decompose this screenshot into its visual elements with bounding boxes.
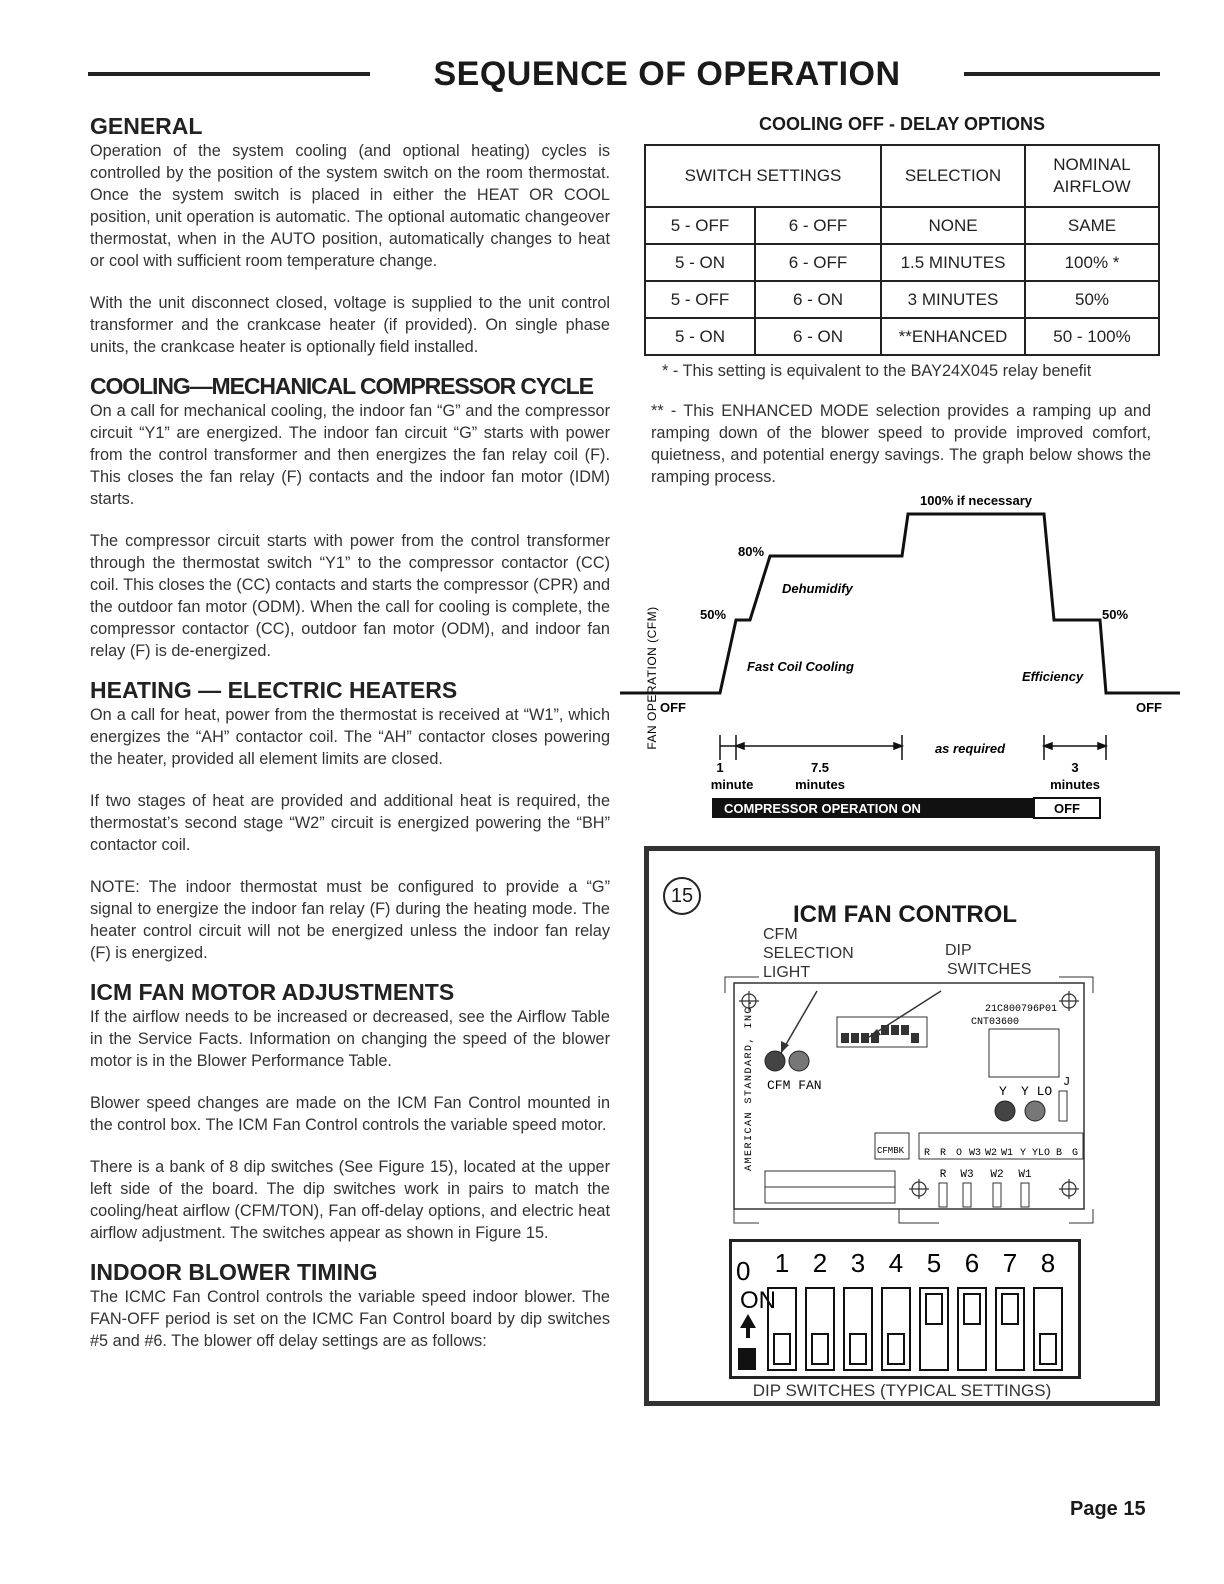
delay-table-title: COOLING OFF - DELAY OPTIONS xyxy=(758,114,1046,134)
dip-number-3: 3 xyxy=(850,1248,866,1278)
cell-airflow: 100% * xyxy=(1025,244,1159,281)
cooling-heading: COOLING—MECHANICAL COMPRESSOR CYCLE xyxy=(90,373,593,399)
dip-switch-3[interactable] xyxy=(844,1288,872,1370)
heating-note: NOTE: The indoor thermostat must be configured to provide a “G” signal to energize the indoor fan relay (F) during the heating mode. The heater control circuit will not be energized unless the indoor fan relay (F) is energized. xyxy=(90,878,610,962)
label-selection: SELECTION xyxy=(763,945,854,962)
table-header-row xyxy=(645,145,1159,207)
cooling-paragraph-1: On a call for mechanical cooling, the indoor fan “G” and the compressor circuit “Y1” are energized. The indoor fan circuit “G” starts with power from the control transformer and then energizes the fan relay coil (F). This closes the fan relay (F) contacts and the indoor fan motor (IDM) starts. xyxy=(90,402,610,508)
svg-text:G: G xyxy=(1071,1148,1079,1159)
table-row xyxy=(645,207,1159,244)
svg-text:R: R xyxy=(939,1148,947,1159)
graph-time-1: 1 xyxy=(716,760,724,775)
label-cfm-fan: CFM FAN xyxy=(767,1078,822,1093)
cell-airflow: SAME xyxy=(1025,207,1159,244)
fan-ramp-line xyxy=(620,514,1180,693)
header-nominal-airflow: NOMINAL AIRFLOW xyxy=(1025,145,1159,207)
left-column xyxy=(90,112,610,1352)
graph-label-80: 80% xyxy=(738,544,765,559)
compressor-on-label: COMPRESSOR OPERATION ON xyxy=(724,801,921,816)
figure-caption: DIP SWITCHES (TYPICAL SETTINGS) xyxy=(752,1381,1052,1400)
heating-heading: HEATING — ELECTRIC HEATERS xyxy=(90,677,458,703)
svg-text:W1: W1 xyxy=(1018,1169,1032,1181)
cell-airflow: 50 - 100% xyxy=(1025,318,1159,355)
svg-text:W1: W1 xyxy=(1000,1148,1014,1159)
table-row xyxy=(645,281,1159,318)
dip-switch-knob-3 xyxy=(850,1334,866,1364)
graph-label-off-left: OFF xyxy=(660,700,686,715)
compressor-off-label: OFF xyxy=(1054,801,1080,816)
svg-text:R: R xyxy=(939,1169,947,1181)
dip-number-5: 5 xyxy=(926,1248,942,1278)
graph-label-fast-coil: Fast Coil Cooling xyxy=(747,659,854,674)
graph-as-required: as required xyxy=(934,741,1006,756)
header-switch-settings: SWITCH SETTINGS xyxy=(645,145,881,207)
dip-switch-knob-1 xyxy=(774,1334,790,1364)
dip-switch-knob-7 xyxy=(1002,1294,1018,1324)
svg-text:O: O xyxy=(955,1148,963,1159)
label-cfm: CFM xyxy=(763,926,798,943)
table-row xyxy=(645,244,1159,281)
graph-time-2-unit: minutes xyxy=(795,777,845,792)
fan-ramp-graph xyxy=(620,488,1180,828)
cell-switch6: 6 - OFF xyxy=(755,207,881,244)
graph-time-2: 7.5 xyxy=(810,760,830,775)
dip-switch-5[interactable] xyxy=(920,1288,948,1370)
title-rule-left xyxy=(88,72,370,76)
figure-number: 15 xyxy=(663,877,701,915)
graph-y-axis-label: FAN OPERATION (CFM) xyxy=(645,606,659,750)
heating-paragraph-1: On a call for heat, power from the thermostat is received at “W1”, which energizes the “AH” contactor coil. The “AH” contactor closes powering the heater, provided all element limits are closed. xyxy=(90,706,610,768)
graph-label-dehumidify: Dehumidify xyxy=(782,581,853,596)
label-light: LIGHT xyxy=(763,964,811,981)
dip-switch-8[interactable] xyxy=(1034,1288,1062,1370)
page-title: SEQUENCE OF OPERATION xyxy=(433,55,901,93)
graph-label-efficiency: Efficiency xyxy=(1022,669,1084,684)
icm-paragraph-3: There is a bank of 8 dip switches (See Figure 15), located at the upper left side of the board. The dip switches work in pairs to match the cooling/heat airflow (CFM/TON), Fan off-delay options, and electric heat airflow adjustment. The switches appear as shown in Figure 15. xyxy=(90,1158,610,1242)
cell-switch6: 6 - ON xyxy=(755,318,881,355)
label-cfmbk: CFMBK xyxy=(877,1146,905,1156)
general-heading: GENERAL xyxy=(90,113,203,139)
dip-switch-4[interactable] xyxy=(882,1288,910,1370)
label-y: Y xyxy=(999,1084,1007,1099)
cell-selection: NONE xyxy=(881,207,1025,244)
cell-switch5: 5 - OFF xyxy=(645,281,755,318)
cell-airflow: 50% xyxy=(1025,281,1159,318)
control-board xyxy=(719,971,1099,1231)
dip-switch-knob-6 xyxy=(964,1294,980,1324)
graph-time-1-unit: minute xyxy=(710,777,754,792)
dip-switch-graphic xyxy=(732,1242,1078,1376)
cell-switch6: 6 - ON xyxy=(755,281,881,318)
delay-options-table xyxy=(644,144,1160,356)
dip-switch-7[interactable] xyxy=(996,1288,1024,1370)
title-rule-right xyxy=(964,72,1160,76)
svg-text:W3: W3 xyxy=(960,1169,974,1181)
label-switches: SWITCHES xyxy=(947,961,1032,978)
svg-text:W2: W2 xyxy=(990,1169,1004,1181)
board-maker: AMERICAN STANDARD, INC. xyxy=(744,998,755,1171)
blower-heading: INDOOR BLOWER TIMING xyxy=(90,1259,378,1285)
dip-switch-knob-2 xyxy=(812,1334,828,1364)
label-dip: DIP xyxy=(945,942,972,959)
dip-switch-6[interactable] xyxy=(958,1288,986,1370)
page-title-bar xyxy=(88,54,1160,94)
dip-switch-knob-8 xyxy=(1040,1334,1056,1364)
dip-number-1: 1 xyxy=(774,1248,790,1278)
dip-switch-bank xyxy=(729,1239,1081,1379)
graph-top-label: 100% if necessary xyxy=(920,493,1033,508)
general-paragraph-2: With the unit disconnect closed, voltage is supplied to the unit control transformer and the crankcase heater (if provided). On single phase units, the crankcase heater is optionally field installed. xyxy=(90,294,610,356)
figure-15 xyxy=(644,846,1160,1406)
page-number: Page 15 xyxy=(1070,1498,1146,1520)
cell-switch5: 5 - OFF xyxy=(645,207,755,244)
dip-number-7: 7 xyxy=(1002,1248,1018,1278)
timing-markers xyxy=(720,735,1106,760)
terminal-labels xyxy=(924,1148,1078,1159)
dip-number-4: 4 xyxy=(888,1248,904,1278)
cooling-paragraph-2: The compressor circuit starts with power from the control transformer through the thermostat switch “Y1” to the compressor contactor (CC) coil. This closes the (CC) contacts and starts the compressor (CPR) and the outdoor fan motor (ODM). When the call for cooling is complete, the compressor contactor (CC), outdoor fan motor (ODM), and indoor fan relay (F) is de-energized. xyxy=(90,532,610,660)
graph-time-3: 3 xyxy=(1071,760,1079,775)
cell-selection: 1.5 MINUTES xyxy=(881,244,1025,281)
graph-time-3-unit: minutes xyxy=(1050,777,1100,792)
cell-switch5: 5 - ON xyxy=(645,244,755,281)
dip-zero-label: 0 xyxy=(736,1256,751,1286)
board-id: 21C800796P01 xyxy=(984,1004,1057,1015)
table-footnote-1: * - This setting is equivalent to the BAY24X045 relay benefit xyxy=(662,362,1092,380)
icm-heading: ICM FAN MOTOR ADJUSTMENTS xyxy=(90,979,455,1005)
dip-switch-knob-5 xyxy=(926,1294,942,1324)
figure-title: ICM FAN CONTROL xyxy=(793,901,1017,928)
dip-number-6: 6 xyxy=(964,1248,980,1278)
cell-selection: 3 MINUTES xyxy=(881,281,1025,318)
svg-text:Y: Y xyxy=(1019,1148,1027,1159)
cell-switch5: 5 - ON xyxy=(645,318,755,355)
label-j: J xyxy=(1063,1075,1071,1089)
dip-number-8: 8 xyxy=(1040,1248,1056,1278)
svg-text:B: B xyxy=(1055,1148,1063,1159)
dip-switch-knob-4 xyxy=(888,1334,904,1364)
dip-switches xyxy=(768,1248,1062,1370)
general-paragraph-1: Operation of the system cooling (and optional heating) cycles is controlled by the position of the system switch on the room thermostat. Once the system switch is placed in either the HEAT OR COOL position, unit operation is automatic. The optional automatic changeover thermostat, when in the AUTO position, automatically changes to heat or cool with sufficient room temperature change. xyxy=(90,142,610,270)
cell-selection: **ENHANCED xyxy=(881,318,1025,355)
dip-switch-2[interactable] xyxy=(806,1288,834,1370)
bottom-terminal-labels xyxy=(940,1169,1032,1181)
header-selection: SELECTION xyxy=(881,145,1025,207)
cell-switch6: 6 - OFF xyxy=(755,244,881,281)
dip-number-2: 2 xyxy=(812,1248,828,1278)
svg-text:W3: W3 xyxy=(968,1148,982,1159)
table-row xyxy=(645,318,1159,355)
table-footnote-2: ** - This ENHANCED MODE selection provides a ramping up and ramping down of the blower speed to provide improved comfort, quietness, and potential energy savings. The graph below shows the ramping process. xyxy=(651,402,1151,486)
board-id-2: CNT03600 xyxy=(970,1017,1019,1028)
blower-paragraph-1: The ICMC Fan Control controls the variable speed indoor blower. The FAN-OFF period is set on the ICMC Fan Control board by dip switches #5 and #6. The blower off delay settings are as follows: xyxy=(90,1288,610,1350)
icm-paragraph-1: If the airflow needs to be increased or decreased, see the Airflow Table in the Service Facts. Information on changing the speed of the blower motor is in the Blower Performance Table. xyxy=(90,1008,610,1070)
dip-on-label: ON xyxy=(740,1287,776,1314)
svg-text:R: R xyxy=(923,1148,931,1159)
svg-text:YLO: YLO xyxy=(1031,1148,1051,1159)
graph-label-50-left: 50% xyxy=(700,607,727,622)
icm-paragraph-2: Blower speed changes are made on the ICM Fan Control mounted in the control box. The ICM Fan Control controls the variable speed motor. xyxy=(90,1094,610,1134)
graph-label-off-right: OFF xyxy=(1136,700,1162,715)
svg-text:W2: W2 xyxy=(984,1148,998,1159)
label-ylo: Y LO xyxy=(1021,1084,1053,1099)
graph-label-50-right: 50% xyxy=(1102,607,1129,622)
heating-paragraph-2: If two stages of heat are provided and additional heat is required, the thermostat’s second stage “W2” circuit is energized powering the “BH” contactor coil. xyxy=(90,792,610,854)
